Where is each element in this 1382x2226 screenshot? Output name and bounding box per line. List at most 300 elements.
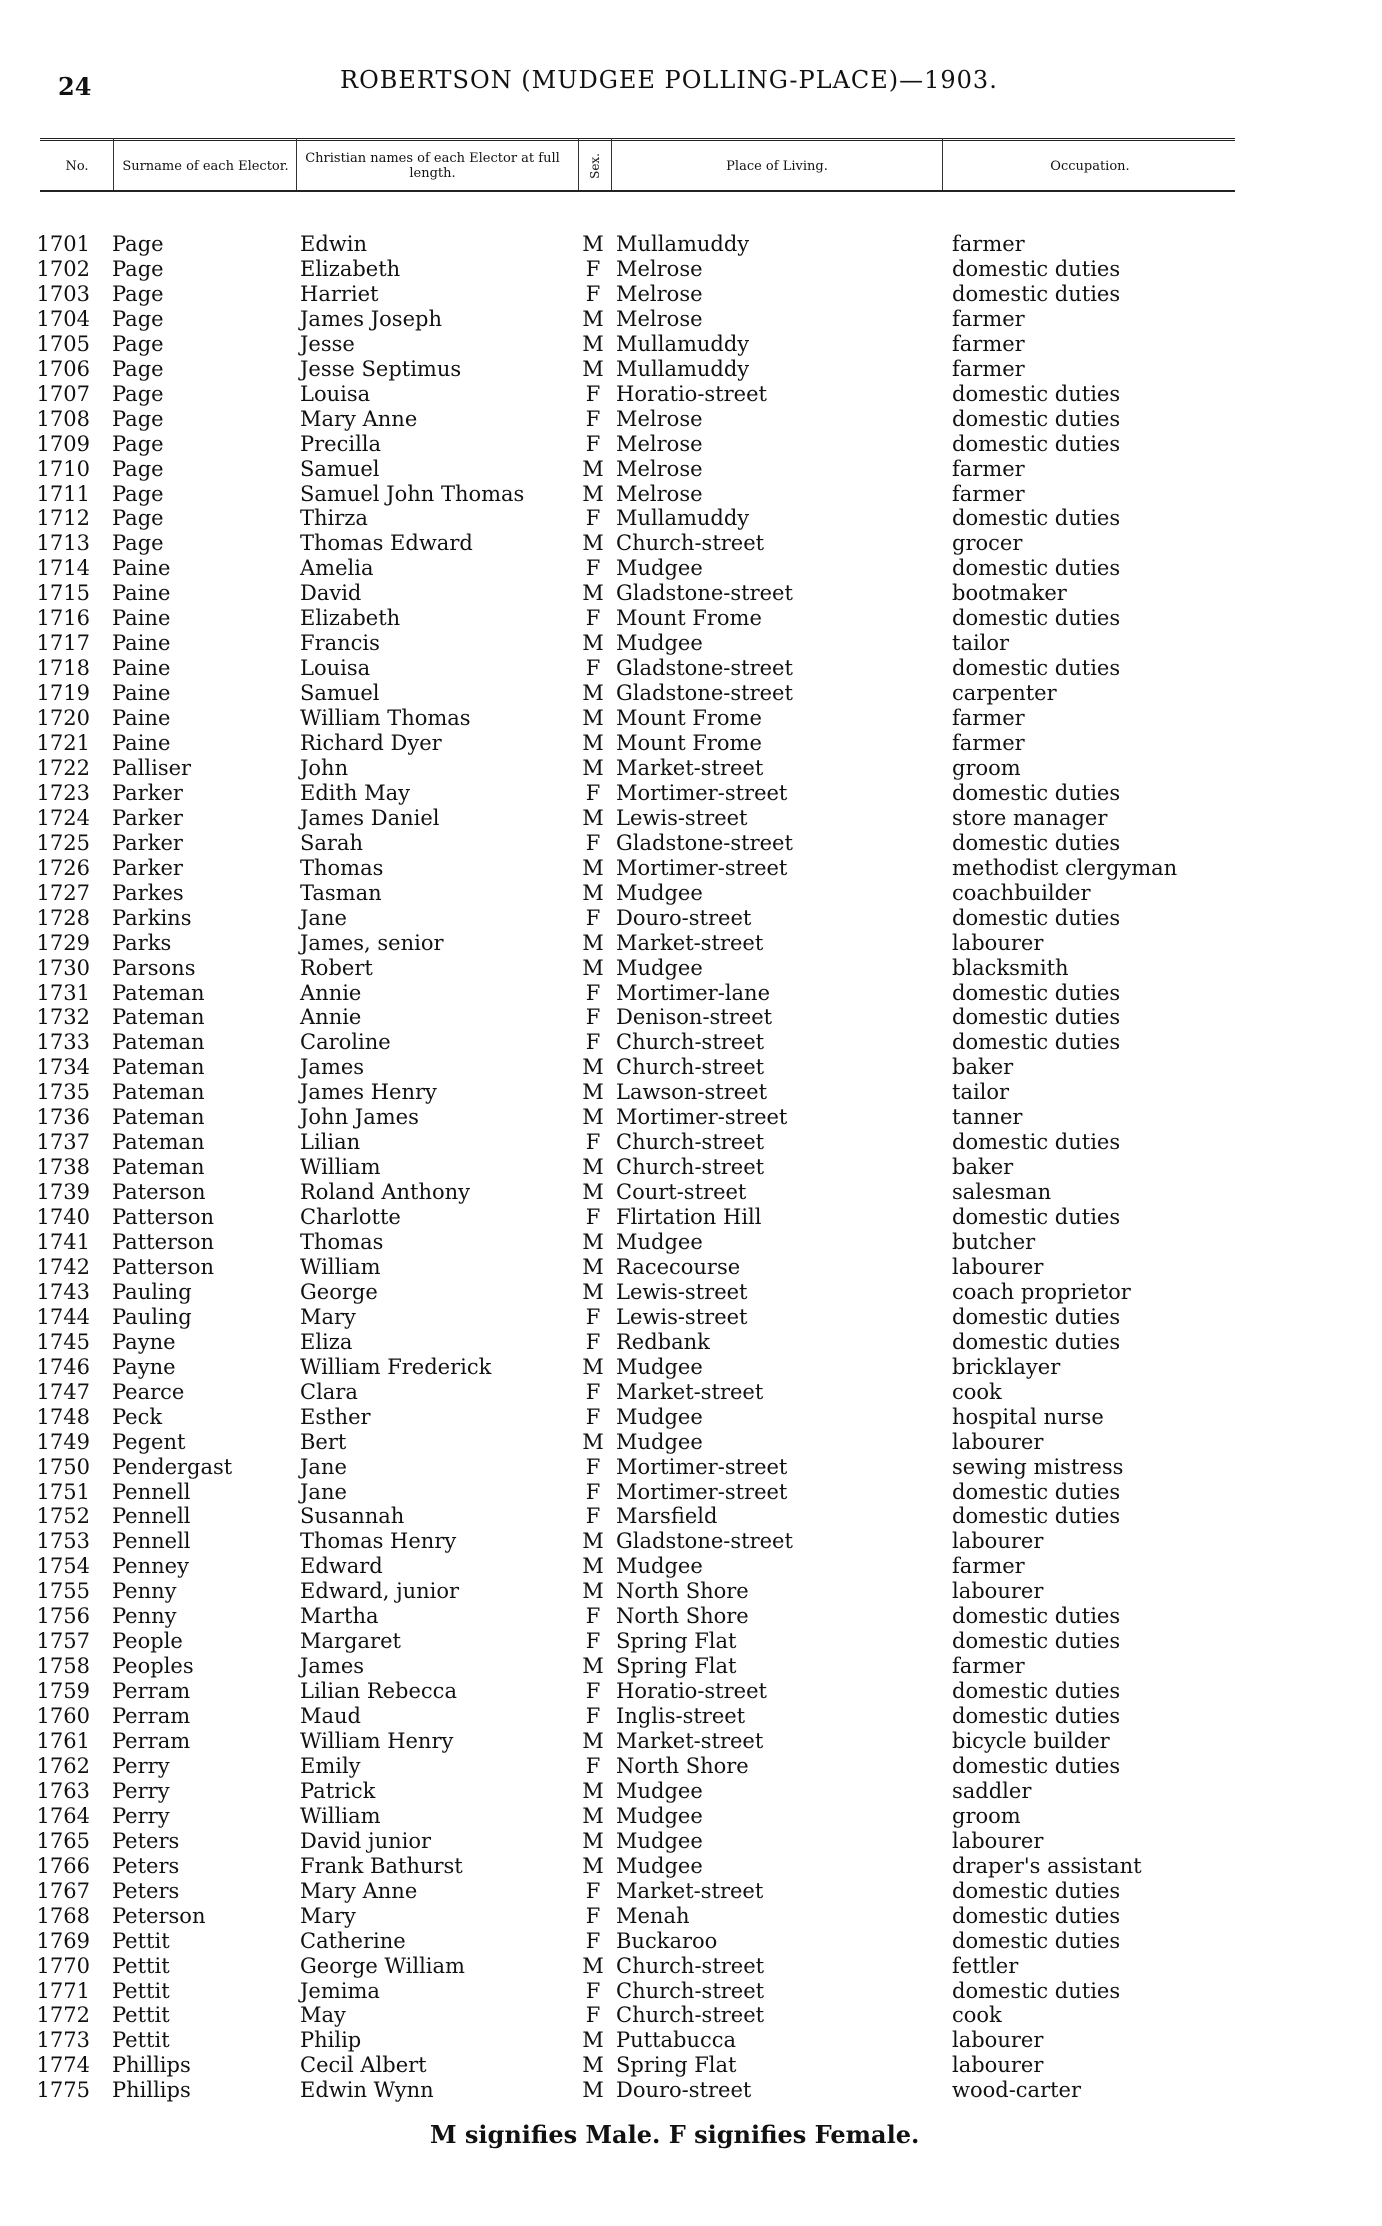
elector-christian-names: Clara <box>300 1379 358 1404</box>
elector-christian-names: Margaret <box>300 1629 401 1654</box>
elector-number: 1703 <box>36 281 90 306</box>
table-row <box>0 2053 1382 2078</box>
elector-number: 1753 <box>36 1529 90 1554</box>
table-row <box>0 531 1382 556</box>
elector-occupation: draper's assistant <box>952 1853 1142 1878</box>
elector-place: Flirtation Hill <box>616 1205 762 1230</box>
elector-surname: Pegent <box>112 1429 186 1454</box>
elector-place: Mortimer-street <box>616 780 788 805</box>
elector-surname: Page <box>112 281 164 306</box>
elector-occupation: domestic duties <box>952 1679 1121 1704</box>
elector-christian-names: Cecil Albert <box>300 2053 427 2078</box>
elector-surname: Penney <box>112 1554 189 1579</box>
elector-place: Mortimer-lane <box>616 980 771 1005</box>
elector-number: 1759 <box>36 1679 90 1704</box>
elector-number: 1768 <box>36 1903 90 1928</box>
elector-occupation: labourer <box>952 1579 1044 1604</box>
elector-number: 1755 <box>36 1579 90 1604</box>
elector-number: 1749 <box>36 1429 90 1454</box>
elector-sex: M <box>582 1429 604 1454</box>
elector-christian-names: Mary <box>300 1304 356 1329</box>
elector-occupation: coachbuilder <box>952 880 1091 905</box>
elector-sex: F <box>585 980 601 1005</box>
column-header-christian-names: Christian names of each Elector at full length. <box>305 151 560 181</box>
elector-number: 1724 <box>36 805 90 830</box>
elector-number: 1707 <box>36 381 90 406</box>
elector-surname: Pauling <box>112 1279 192 1304</box>
elector-surname: Pateman <box>112 1130 205 1155</box>
elector-occupation: domestic duties <box>952 780 1121 805</box>
elector-christian-names: James Daniel <box>300 805 440 830</box>
elector-surname: Page <box>112 232 164 256</box>
elector-place: Church-street <box>616 1030 765 1055</box>
elector-christian-names: George <box>300 1279 378 1304</box>
table-row <box>0 756 1382 781</box>
table-row <box>0 1554 1382 1579</box>
table-row <box>0 1355 1382 1380</box>
elector-number: 1704 <box>36 306 90 331</box>
elector-occupation: domestic duties <box>952 1903 1121 1928</box>
elector-sex: M <box>582 1155 604 1180</box>
elector-number: 1732 <box>36 1005 90 1030</box>
elector-place: Lawson-street <box>616 1080 768 1105</box>
elector-place: Mudgee <box>616 880 703 905</box>
elector-surname: Pettit <box>112 2028 170 2053</box>
elector-occupation: cook <box>952 1379 1002 1404</box>
elector-christian-names: George William <box>300 1953 465 1978</box>
table-row <box>0 407 1382 432</box>
elector-sex: F <box>585 1329 601 1354</box>
elector-surname: Pettit <box>112 1953 170 1978</box>
elector-number: 1769 <box>36 1928 90 1953</box>
elector-occupation: domestic duties <box>952 1479 1121 1504</box>
elector-sex: M <box>582 1080 604 1105</box>
elector-occupation: groom <box>952 1803 1021 1828</box>
elector-christian-names: Catherine <box>300 1928 406 1953</box>
elector-number: 1743 <box>36 1279 90 1304</box>
elector-surname: Paine <box>112 631 171 656</box>
elector-occupation: domestic duties <box>952 1629 1121 1654</box>
column-separator <box>296 138 297 190</box>
table-row <box>0 606 1382 631</box>
elector-christian-names: Edward, junior <box>300 1579 460 1604</box>
elector-occupation: domestic duties <box>952 556 1121 581</box>
table-row <box>0 1105 1382 1130</box>
elector-place: Mullamuddy <box>616 331 750 356</box>
elector-place: Mount Frome <box>616 606 762 631</box>
elector-place: Marsfield <box>616 1504 718 1529</box>
table-row <box>0 1205 1382 1230</box>
elector-sex: F <box>585 381 601 406</box>
elector-place: Mudgee <box>616 556 703 581</box>
elector-sex: F <box>585 506 601 531</box>
elector-number: 1738 <box>36 1155 90 1180</box>
elector-place: Horatio-street <box>616 1679 767 1704</box>
elector-place: Church-street <box>616 1155 765 1180</box>
elector-place: Mudgee <box>616 1429 703 1454</box>
elector-occupation: domestic duties <box>952 1878 1121 1903</box>
elector-christian-names: May <box>300 2003 346 2028</box>
elector-occupation: wood-carter <box>952 2078 1082 2103</box>
elector-place: Gladstone-street <box>616 681 793 706</box>
elector-place: Church-street <box>616 1130 765 1155</box>
elector-sex: M <box>582 1180 604 1205</box>
elector-sex: F <box>585 256 601 281</box>
table-row <box>0 1430 1382 1455</box>
elector-occupation: salesman <box>952 1180 1052 1205</box>
elector-sex: M <box>582 1953 604 1978</box>
elector-number: 1745 <box>36 1329 90 1354</box>
elector-christian-names: Thomas Edward <box>300 531 473 556</box>
elector-sex: M <box>582 2053 604 2078</box>
elector-occupation: labourer <box>952 930 1044 955</box>
elector-number: 1757 <box>36 1629 90 1654</box>
elector-christian-names: Elizabeth <box>300 606 401 631</box>
elector-occupation: domestic duties <box>952 1978 1121 2003</box>
elector-occupation: farmer <box>952 356 1025 381</box>
table-row <box>0 1929 1382 1954</box>
elector-place: Gladstone-street <box>616 1529 793 1554</box>
elector-sex: M <box>582 955 604 980</box>
elector-sex: F <box>585 830 601 855</box>
elector-place: Church-street <box>616 531 765 556</box>
elector-christian-names: Thomas <box>300 855 384 880</box>
column-header-occupation: Occupation. <box>1050 158 1130 174</box>
elector-surname: Parker <box>112 805 183 830</box>
elector-occupation: domestic duties <box>952 1030 1121 1055</box>
elector-sex: M <box>582 356 604 381</box>
elector-christian-names: James <box>300 1055 365 1080</box>
elector-sex: M <box>582 481 604 506</box>
table-row <box>0 1455 1382 1480</box>
elector-number: 1740 <box>36 1205 90 1230</box>
elector-number: 1752 <box>36 1504 90 1529</box>
table-row <box>0 1155 1382 1180</box>
elector-sex: M <box>582 2078 604 2103</box>
elector-surname: Penny <box>112 1579 177 1604</box>
elector-place: North Shore <box>616 1604 749 1629</box>
elector-sex: M <box>582 581 604 606</box>
elector-number: 1771 <box>36 1978 90 2003</box>
elector-christian-names: Bert <box>300 1429 347 1454</box>
elector-christian-names: Jane <box>300 1454 347 1479</box>
elector-christian-names: Amelia <box>300 556 374 581</box>
elector-occupation: methodist clergyman <box>952 855 1178 880</box>
elector-place: Mullamuddy <box>616 506 750 531</box>
elector-occupation: domestic duties <box>952 905 1121 930</box>
elector-occupation: coach proprietor <box>952 1279 1131 1304</box>
elector-surname: Parker <box>112 830 183 855</box>
elector-place: Inglis-street <box>616 1704 746 1729</box>
column-header-sex-label: Sex. <box>587 153 602 179</box>
table-row <box>0 1829 1382 1854</box>
table-row <box>0 806 1382 831</box>
elector-occupation: farmer <box>952 481 1025 506</box>
elector-place: Buckaroo <box>616 1928 718 1953</box>
elector-place: Denison-street <box>616 1005 773 1030</box>
elector-occupation: groom <box>952 755 1021 780</box>
elector-occupation: labourer <box>952 1254 1044 1279</box>
elector-number: 1709 <box>36 431 90 456</box>
elector-number: 1770 <box>36 1953 90 1978</box>
table-row <box>0 581 1382 606</box>
elector-occupation: domestic duties <box>952 830 1121 855</box>
elector-occupation: store manager <box>952 805 1108 830</box>
elector-christian-names: Mary <box>300 1903 356 1928</box>
table-row <box>0 2003 1382 2028</box>
elector-surname: Perram <box>112 1729 191 1753</box>
elector-place: Spring Flat <box>616 1654 737 1679</box>
elector-occupation: labourer <box>952 1529 1044 1554</box>
elector-number: 1764 <box>36 1803 90 1828</box>
elector-surname: Parker <box>112 855 183 880</box>
elector-place: Church-street <box>616 1953 765 1978</box>
elector-christian-names: Lilian Rebecca <box>300 1679 457 1704</box>
table-row <box>0 1629 1382 1654</box>
elector-christian-names: Caroline <box>300 1030 391 1055</box>
elector-surname: Parker <box>112 780 183 805</box>
elector-occupation: domestic duties <box>952 606 1121 631</box>
elector-sex: M <box>582 331 604 356</box>
elector-place: North Shore <box>616 1753 749 1778</box>
table-row <box>0 1080 1382 1105</box>
table-row <box>0 457 1382 482</box>
elector-number: 1737 <box>36 1130 90 1155</box>
elector-christian-names: Samuel John Thomas <box>300 481 525 506</box>
elector-number: 1773 <box>36 2028 90 2053</box>
elector-occupation: farmer <box>952 1654 1025 1679</box>
elector-number: 1714 <box>36 556 90 581</box>
table-row <box>0 856 1382 881</box>
elector-number: 1717 <box>36 631 90 656</box>
table-row <box>0 482 1382 507</box>
table-row <box>0 1305 1382 1330</box>
elector-christian-names: Lilian <box>300 1130 361 1155</box>
elector-occupation: bricklayer <box>952 1354 1061 1379</box>
table-row <box>0 1904 1382 1929</box>
elector-place: Spring Flat <box>616 2053 737 2078</box>
elector-sex: M <box>582 631 604 656</box>
elector-number: 1727 <box>36 880 90 905</box>
elector-surname: Pateman <box>112 1105 205 1130</box>
elector-sex: M <box>582 930 604 955</box>
elector-sex: M <box>582 880 604 905</box>
elector-occupation: farmer <box>952 331 1025 356</box>
elector-christian-names: Emily <box>300 1753 361 1778</box>
table-row <box>0 1754 1382 1779</box>
elector-christian-names: Samuel <box>300 681 380 706</box>
elector-number: 1748 <box>36 1404 90 1429</box>
elector-sex: F <box>585 905 601 930</box>
table-row <box>0 1579 1382 1604</box>
elector-number: 1765 <box>36 1828 90 1853</box>
elector-christian-names: William Thomas <box>300 706 471 731</box>
elector-christian-names: Edwin <box>300 232 367 256</box>
table-row <box>0 706 1382 731</box>
elector-place: Lewis-street <box>616 1279 748 1304</box>
elector-christian-names: Elizabeth <box>300 256 401 281</box>
column-separator <box>113 138 114 190</box>
elector-number: 1713 <box>36 531 90 556</box>
elector-occupation: farmer <box>952 731 1025 755</box>
elector-christian-names: Harriet <box>300 281 379 306</box>
elector-place: Market-street <box>616 1878 764 1903</box>
elector-christian-names: Louisa <box>300 656 371 681</box>
table-row <box>0 506 1382 531</box>
elector-surname: Parkins <box>112 905 192 930</box>
page-number: 24 <box>58 72 92 101</box>
elector-occupation: farmer <box>952 232 1025 256</box>
elector-surname: Paine <box>112 606 171 631</box>
elector-occupation: farmer <box>952 306 1025 331</box>
elector-number: 1736 <box>36 1105 90 1130</box>
table-row <box>0 1330 1382 1355</box>
elector-surname: Page <box>112 406 164 431</box>
elector-surname: Phillips <box>112 2053 191 2078</box>
elector-surname: Paine <box>112 681 171 706</box>
elector-number: 1742 <box>36 1254 90 1279</box>
elector-number: 1726 <box>36 855 90 880</box>
table-row <box>0 906 1382 931</box>
elector-occupation: labourer <box>952 2053 1044 2078</box>
elector-place: Gladstone-street <box>616 581 793 606</box>
elector-sex: F <box>585 1379 601 1404</box>
elector-sex: M <box>582 232 604 256</box>
elector-occupation: saddler <box>952 1778 1032 1803</box>
elector-surname: Pennell <box>112 1504 191 1529</box>
elector-surname: Pauling <box>112 1304 192 1329</box>
table-row <box>0 1804 1382 1829</box>
elector-christian-names: Annie <box>300 980 362 1005</box>
elector-sex: M <box>582 1803 604 1828</box>
elector-christian-names: Samuel <box>300 456 380 481</box>
elector-christian-names: James, senior <box>300 930 444 955</box>
table-row <box>0 781 1382 806</box>
elector-surname: Pettit <box>112 1978 170 2003</box>
elector-surname: Patterson <box>112 1205 214 1230</box>
elector-sex: M <box>582 1230 604 1254</box>
elector-surname: Page <box>112 431 164 456</box>
table-row <box>0 432 1382 457</box>
elector-number: 1760 <box>36 1704 90 1729</box>
elector-christian-names: William Frederick <box>300 1354 492 1379</box>
elector-number: 1747 <box>36 1379 90 1404</box>
elector-place: Mortimer-street <box>616 1454 788 1479</box>
elector-surname: Pateman <box>112 1155 205 1180</box>
elector-surname: Paine <box>112 656 171 681</box>
elector-christian-names: Sarah <box>300 830 363 855</box>
elector-christian-names: Thomas <box>300 1230 384 1254</box>
sex-legend: M signifies Male. F signifies Female. <box>430 2120 920 2149</box>
elector-christian-names: Annie <box>300 1005 362 1030</box>
elector-surname: Page <box>112 331 164 356</box>
elector-christian-names: Esther <box>300 1404 371 1429</box>
header-rule-top <box>40 138 1235 141</box>
elector-sex: M <box>582 306 604 331</box>
elector-place: Mullamuddy <box>616 356 750 381</box>
elector-place: Market-street <box>616 1379 764 1404</box>
elector-surname: Payne <box>112 1354 176 1379</box>
column-header-no: No. <box>65 158 89 174</box>
elector-sex: F <box>585 780 601 805</box>
elector-christian-names: Mary Anne <box>300 1878 418 1903</box>
elector-christian-names: Frank Bathurst <box>300 1853 463 1878</box>
elector-christian-names: Edwin Wynn <box>300 2078 434 2103</box>
table-row <box>0 307 1382 332</box>
elector-number: 1721 <box>36 731 90 755</box>
elector-surname: Pettit <box>112 1928 170 1953</box>
table-row <box>0 1529 1382 1554</box>
elector-surname: Pennell <box>112 1529 191 1554</box>
elector-occupation: blacksmith <box>952 955 1069 980</box>
elector-sex: M <box>582 1654 604 1679</box>
elector-christian-names: Jesse <box>300 331 355 356</box>
elector-sex: M <box>582 1828 604 1853</box>
elector-number: 1728 <box>36 905 90 930</box>
elector-sex: F <box>585 1928 601 1953</box>
elector-number: 1758 <box>36 1654 90 1679</box>
elector-christian-names: William <box>300 1803 381 1828</box>
elector-sex: F <box>585 2003 601 2028</box>
elector-number: 1761 <box>36 1729 90 1753</box>
elector-occupation: domestic duties <box>952 1130 1121 1155</box>
table-row <box>0 1405 1382 1430</box>
elector-place: Mudgee <box>616 1778 703 1803</box>
elector-surname: Page <box>112 306 164 331</box>
elector-christian-names: John James <box>300 1105 419 1130</box>
elector-place: Melrose <box>616 456 703 481</box>
elector-surname: Pettit <box>112 2003 170 2028</box>
elector-occupation: cook <box>952 2003 1002 2028</box>
elector-occupation: domestic duties <box>952 980 1121 1005</box>
elector-sex: M <box>582 755 604 780</box>
elector-sex: F <box>585 406 601 431</box>
elector-number: 1711 <box>36 481 90 506</box>
table-row <box>0 1854 1382 1879</box>
elector-place: Court-street <box>616 1180 747 1205</box>
elector-place: Douro-street <box>616 2078 752 2103</box>
table-row <box>0 1255 1382 1280</box>
elector-place: Mudgee <box>616 1828 703 1853</box>
elector-occupation: baker <box>952 1155 1014 1180</box>
elector-surname: Peoples <box>112 1654 194 1679</box>
elector-place: Market-street <box>616 1729 764 1753</box>
elector-number: 1746 <box>36 1354 90 1379</box>
elector-christian-names: Jemima <box>300 1978 380 2003</box>
column-header-place: Place of Living. <box>726 158 828 174</box>
elector-number: 1715 <box>36 581 90 606</box>
elector-place: Gladstone-street <box>616 656 793 681</box>
elector-occupation: domestic duties <box>952 1005 1121 1030</box>
elector-number: 1716 <box>36 606 90 631</box>
elector-place: Church-street <box>616 2003 765 2028</box>
elector-christian-names: Tasman <box>300 880 382 905</box>
table-row <box>0 631 1382 656</box>
elector-occupation: butcher <box>952 1230 1036 1254</box>
elector-christian-names: David junior <box>300 1828 432 1853</box>
elector-place: Mudgee <box>616 1554 703 1579</box>
elector-sex: M <box>582 456 604 481</box>
elector-christian-names: Patrick <box>300 1778 376 1803</box>
elector-christian-names: Jesse Septimus <box>300 356 462 381</box>
elector-place: Lewis-street <box>616 1304 748 1329</box>
elector-place: Mudgee <box>616 1853 703 1878</box>
elector-place: Melrose <box>616 256 703 281</box>
elector-number: 1723 <box>36 780 90 805</box>
table-row <box>0 232 1382 257</box>
elector-place: North Shore <box>616 1579 749 1604</box>
elector-surname: Paine <box>112 706 171 731</box>
